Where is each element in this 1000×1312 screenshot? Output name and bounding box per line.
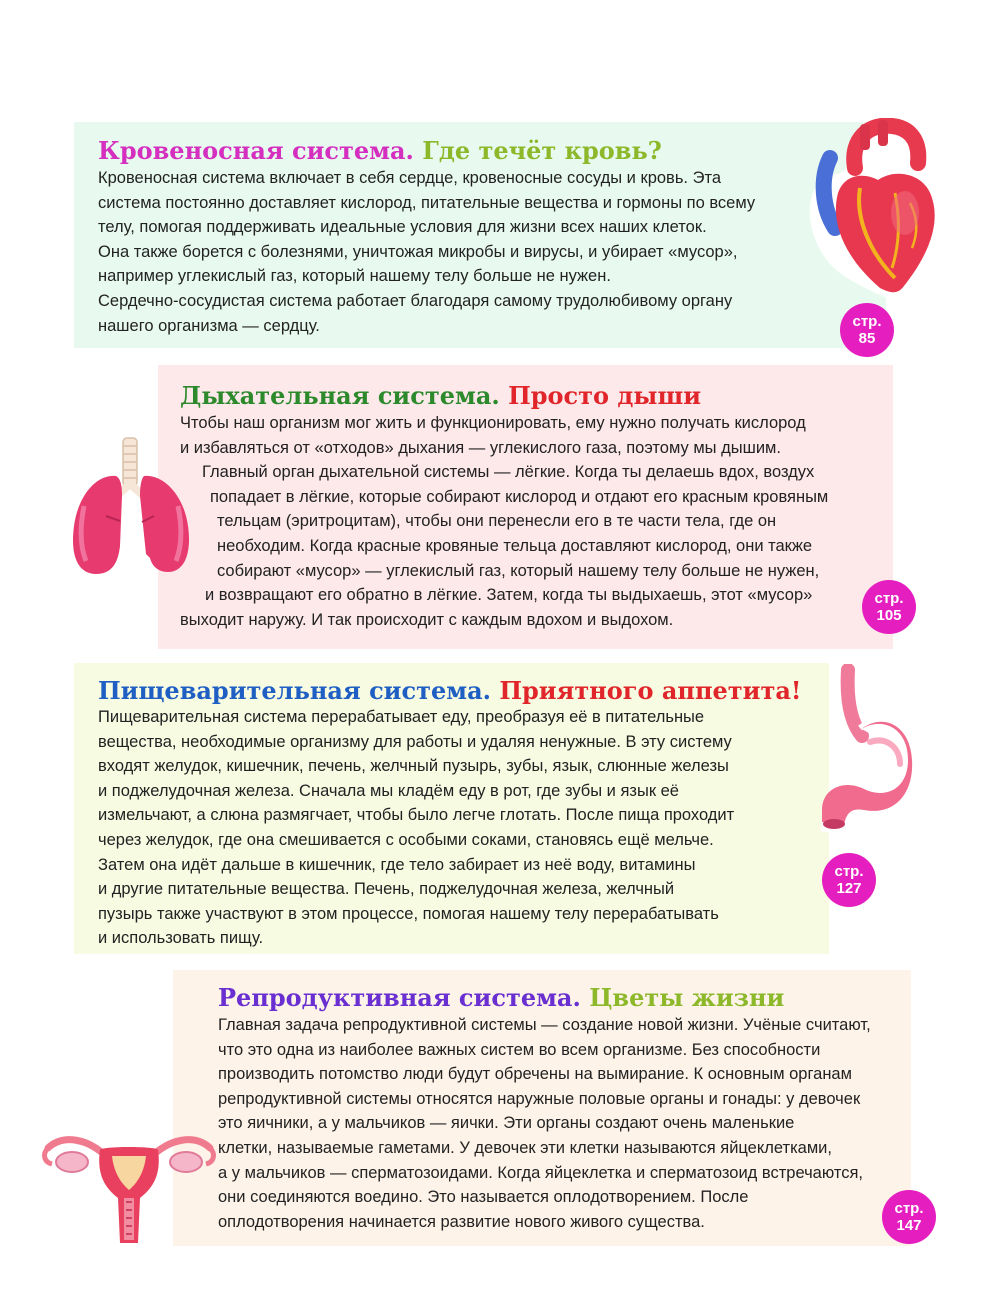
text-line: а у мальчиков — сперматозоидами. Когда яйцеклетка и сперматозоид встречаются, [218, 1163, 863, 1182]
page-ref-badge[interactable] [882, 1190, 936, 1244]
section-title [98, 676, 801, 706]
text-line: и другие питательные вещества. Печень, поджелудочная железа, желчный [98, 880, 675, 899]
text-line: что это одна из наиболее важных систем во всем организме. Без способности [218, 1040, 821, 1059]
text-line: через желудок, где она смешивается с особыми соками, становясь ещё мельче. [98, 830, 714, 849]
text-line: и поджелудочная железа. Сначала мы кладём еду в рот, где зубы и язык её [98, 781, 679, 800]
section-title [98, 136, 662, 166]
text-line: Главная задача репродуктивной системы — создание новой жизни. Учёные считают, [218, 1016, 871, 1034]
heart-icon [800, 118, 945, 298]
page-number: 147 [896, 1217, 922, 1234]
title-main: Репродуктивная система. [218, 983, 581, 1012]
title-main: Дыхательная система. [180, 381, 500, 410]
text-line: Чтобы наш организм мог жить и функционировать, ему нужно получать кислород [180, 414, 806, 432]
page-prefix: стр. [894, 1200, 924, 1217]
text-line: пузырь также участвуют в этом процессе, помогая нашему телу перерабатывать [98, 904, 719, 923]
page-ref-badge[interactable] [822, 853, 876, 907]
text-line: например углекислый газ, который нашему телу больше не нужен. [98, 267, 611, 286]
page-ref-badge[interactable] [840, 303, 894, 357]
text-line: оплодотворения начинается развитие нового живого существа. [218, 1212, 705, 1231]
section-body [98, 166, 755, 338]
title-sub: Приятного аппетита! [499, 676, 802, 705]
page-ref-badge[interactable] [862, 580, 916, 634]
text-line: и возвращают его обратно в лёгкие. Затем, когда ты выдыхаешь, этот «мусор» [205, 586, 813, 605]
text-line: телу, помогая поддерживать идеальные условия для жизни всех наших клеток. [98, 218, 707, 237]
text-line: они соединяются воедино. Это называется оплодотворением. После [218, 1188, 749, 1207]
text-line: нашего организма — сердцу. [98, 316, 320, 335]
text-line: необходим. Когда красные кровяные тельца доставляют кислород, они также [217, 536, 813, 555]
text-line: собирают «мусор» — углекислый газ, который нашему телу больше не нужен, [217, 561, 820, 580]
text-line: система постоянно доставляет кислород, питательные вещества и гормоны по всему [98, 193, 756, 212]
text-line: входят желудок, кишечник, печень, желчный пузырь, зубы, язык, слюнные железы [98, 757, 729, 776]
page-number: 85 [858, 330, 876, 347]
section-body [180, 411, 828, 632]
page-prefix: стр. [834, 863, 864, 880]
text-line: репродуктивной системы относятся наружные половые органы и гонады: у девочек [218, 1089, 861, 1108]
title-sub: Где течёт кровь? [422, 136, 662, 165]
text-line: это яичники, а у мальчиков — яички. Эти органы создают очень маленькие [218, 1114, 795, 1133]
text-line: и избавляться от «отходов» дыхания — углекислого газа, поэтому мы дышим. [180, 438, 781, 457]
text-line: Главный орган дыхательной системы — лёгкие. Когда ты делаешь вдох, воздух [202, 463, 815, 482]
text-line: попадает в лёгкие, которые собирают кислород и отдают его красным кровяным [210, 487, 829, 506]
stomach-icon [800, 664, 920, 839]
text-line: измельчают, а слюна размягчает, чтобы было легче глотать. После пища проходит [98, 806, 735, 825]
title-main: Кровеносная система. [98, 136, 414, 165]
page-number: 105 [876, 607, 902, 624]
text-line: тельцам (эритроцитам), чтобы они перенесли его в те части тела, где он [217, 512, 777, 531]
title-sub: Цветы жизни [589, 983, 785, 1012]
text-line: Сердечно-сосудистая система работает благодаря самому трудолюбивому органу [98, 291, 733, 310]
text-line: выходит наружу. И так происходит с каждым вдохом и выдохом. [180, 610, 674, 629]
page-number: 127 [836, 880, 862, 897]
text-line: Она также борется с болезнями, уничтожая микробы и вирусы, и убирает «мусор», [98, 242, 738, 261]
section-title [218, 983, 784, 1013]
text-line: вещества, необходимые организму для работы и удаляя ненужные. В эту систему [98, 732, 732, 751]
text-line: клетки, называемые гаметами. У девочек эти клетки называются яйцеклетками, [218, 1138, 832, 1157]
text-line: Кровеносная система включает в себя сердце, кровеносные сосуды и кровь. Эта [98, 169, 721, 187]
page-prefix: стр. [874, 590, 904, 607]
text-line: Затем она идёт дальше в кишечник, где тело забирает из неё воду, витамины [98, 855, 696, 874]
page-prefix: стр. [852, 313, 882, 330]
section-body [218, 1013, 871, 1234]
title-main: Пищеварительная система. [98, 676, 491, 705]
uterus-icon [38, 1128, 220, 1248]
section-title [180, 381, 701, 411]
lungs-icon [66, 436, 196, 581]
text-line: и использовать пищу. [98, 929, 264, 948]
text-line: Пищеварительная система перерабатывает еду, преобразуя её в питательные [98, 708, 705, 726]
text-line: производить потомство люди будут обречены на вымирание. К основным органам [218, 1065, 852, 1084]
title-sub: Просто дыши [508, 381, 702, 410]
section-body [98, 705, 734, 951]
